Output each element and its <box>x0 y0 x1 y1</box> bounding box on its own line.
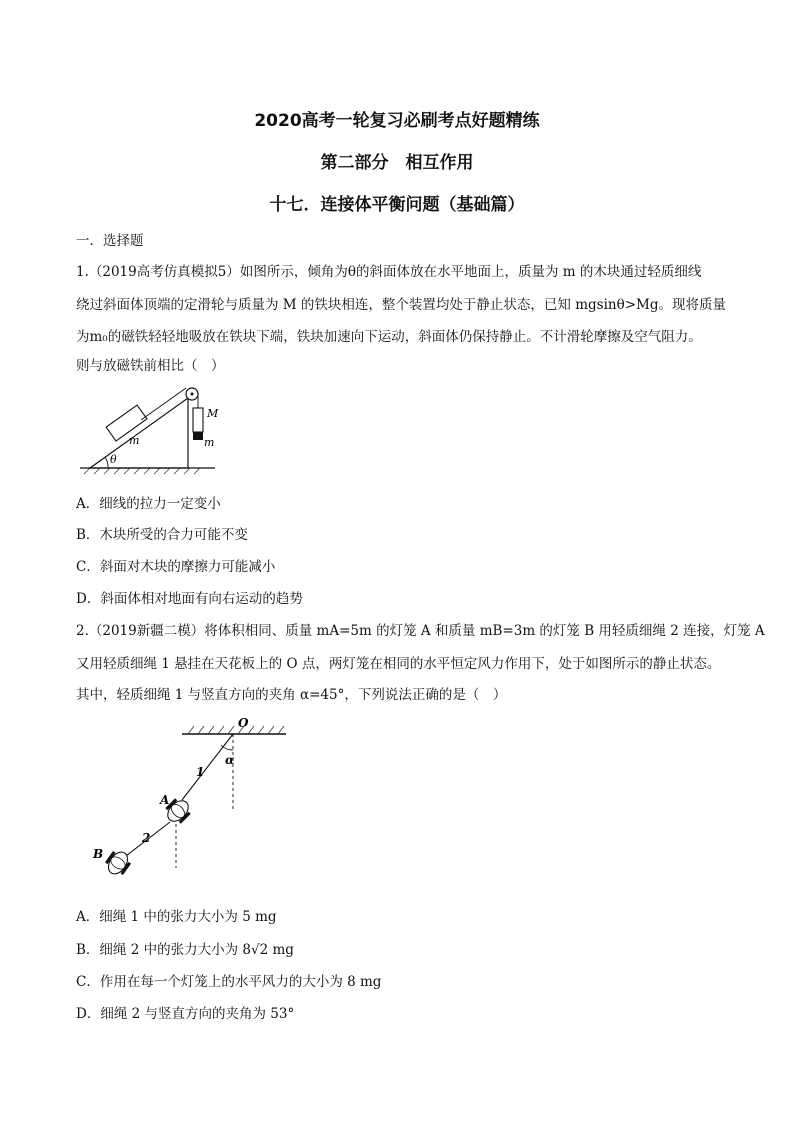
q1-incline-figure <box>80 384 240 476</box>
document-title: 2020高考一轮复习必刷考点好题精练 <box>254 111 540 131</box>
q2-rope-1 <box>182 734 233 800</box>
q1-block-m <box>106 405 147 441</box>
q2-option-b: B．细绳 2 中的张力大小为 8√2 mg <box>76 942 294 958</box>
q1-text-line-2: 绕过斜面体顶端的定滑轮与质量为 M 的铁块相连，整个装置均处于静止状态，已知 mgsinθ>Mg。现将质量 <box>76 297 726 313</box>
q1-magnet-label: m <box>204 436 215 449</box>
q2-option-d: D．细绳 2 与竖直方向的夹角为 53° <box>76 1006 295 1022</box>
q2-text-line-2: 又用轻质细绳 1 悬挂在天花板上的 O 点，两灯笼在相同的水平恒定风力作用下，处于如图所示的静止状态。 <box>76 656 721 672</box>
q1-block-label: m <box>129 434 140 447</box>
q1-text-line-3: 为m₀的磁铁轻轻地吸放在铁块下端，铁块加速向下运动，斜面体仍保持静止。不计滑轮摩擦及空气阻力。 <box>76 329 702 345</box>
q2-lantern-B-label: B <box>93 847 104 861</box>
q1-option-c: C．斜面对木块的摩擦力可能减小 <box>76 559 276 575</box>
q2-lantern-A-label: A <box>160 793 170 807</box>
q1-option-d: D．斜面体相对地面有向右运动的趋势 <box>76 591 303 607</box>
q2-text-line-3: 其中，轻质细绳 1 与竖直方向的夹角 α=45°，下列说法正确的是（ ） <box>76 687 507 703</box>
q1-magnet <box>193 432 203 440</box>
q1-text-line-1: 1.（2019高考仿真模拟5）如图所示，倾角为θ的斜面体放在水平地面上，质量为 m 的木块通过轻质细线 <box>76 264 702 280</box>
q1-text-line-4: 则与放磁铁前相比（ ） <box>76 358 225 374</box>
q1-iron-label: M <box>207 407 219 420</box>
q2-lantern-figure <box>90 712 310 892</box>
q2-option-a: A．细绳 1 中的张力大小为 5 mg <box>76 909 277 925</box>
q1-angle-label: θ <box>110 453 117 466</box>
q2-option-c: C．作用在每一个灯笼上的水平风力的大小为 8 mg <box>76 974 382 990</box>
q1-option-a: A．细线的拉力一定变小 <box>76 496 221 512</box>
part-title: 第二部分 相互作用 <box>320 153 474 173</box>
q1-option-b: B．木块所受的合力可能不变 <box>76 527 248 543</box>
q2-text-line-1: 2.（2019新疆二模）将体积相同、质量 mA=5m 的灯笼 A 和质量 mB=3m 的灯笼 B 用轻质细绳 2 连接，灯笼 A <box>76 623 765 639</box>
q2-rope-1-label: 1 <box>196 765 205 779</box>
q2-rope-2-label: 2 <box>142 831 151 845</box>
q1-iron-block-M <box>193 408 203 432</box>
section-heading: 一．选择题 <box>76 233 144 249</box>
q2-alpha-label: α <box>225 753 235 767</box>
q2-lantern-B <box>102 847 134 879</box>
q2-point-O-label: O <box>238 716 249 730</box>
chapter-title: 十七．连接体平衡问题（基础篇） <box>269 195 525 215</box>
